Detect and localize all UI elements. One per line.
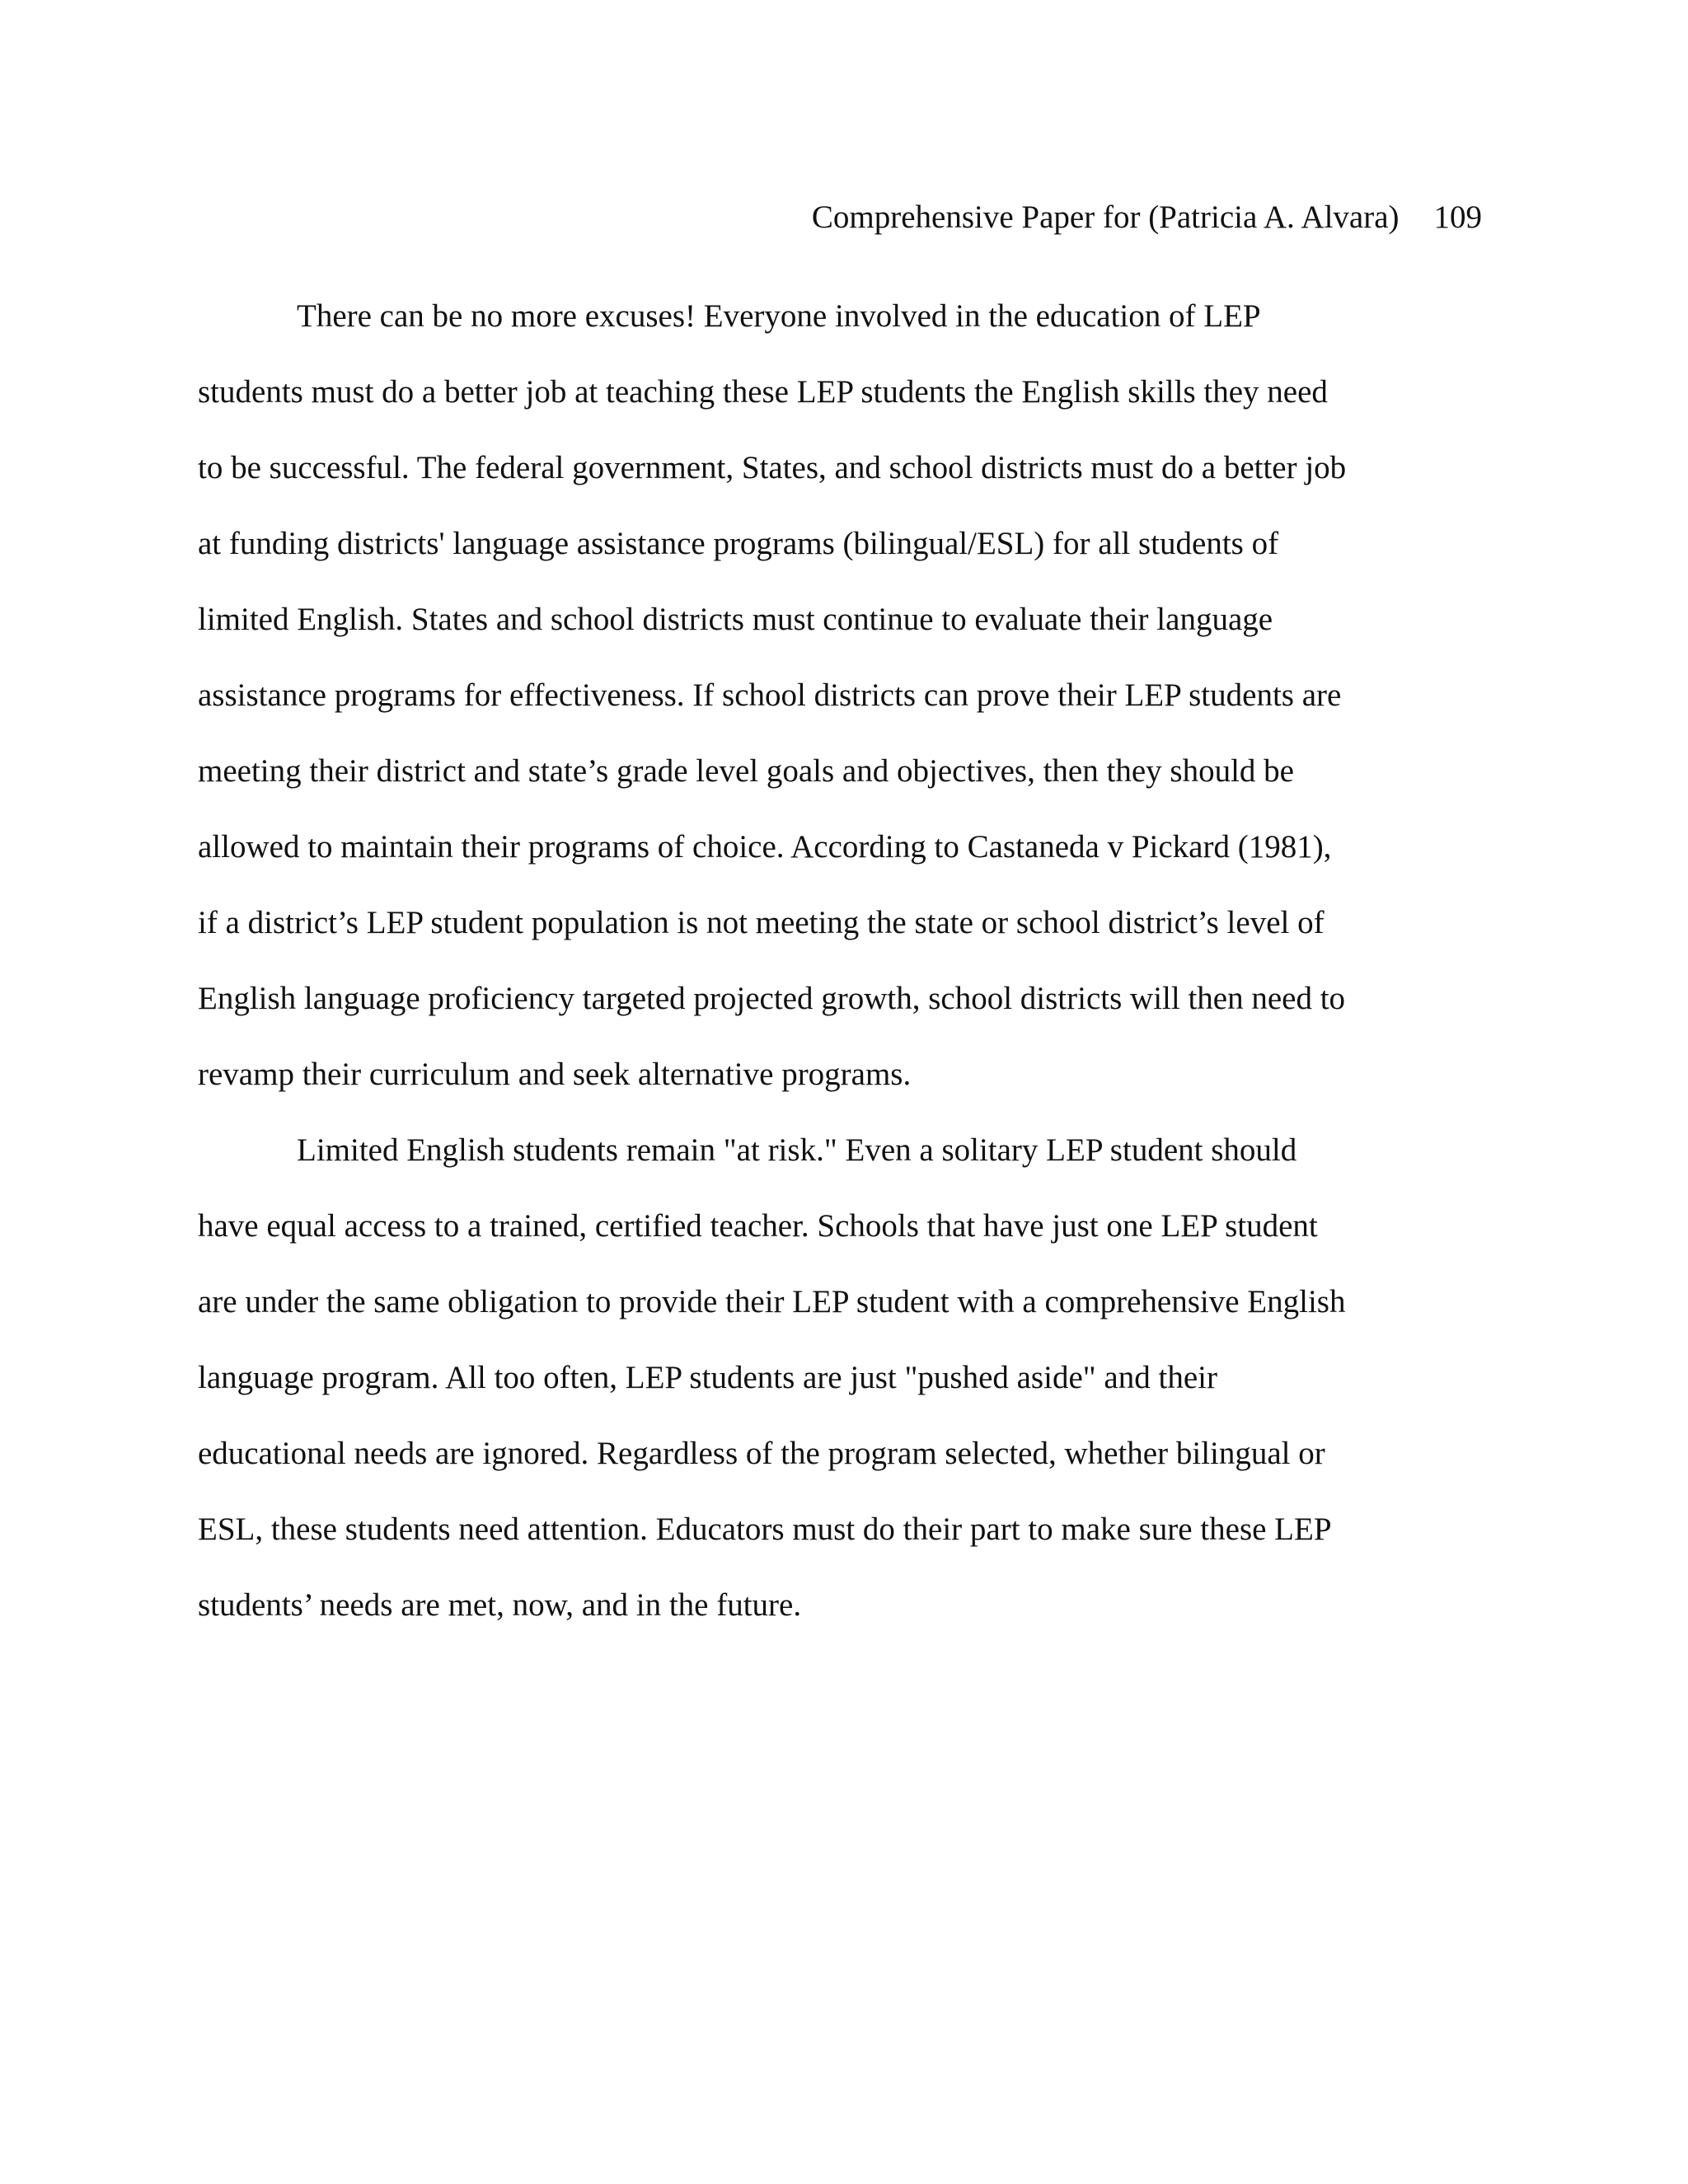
paragraph-line: revamp their curriculum and seek alternative programs. (198, 1057, 912, 1092)
paragraph-line: students must do a better job at teaching these LEP students the English skills they need (198, 374, 1328, 410)
paragraph-line: at funding districts' language assistance programs (bilingual/ESL) for all students of (198, 526, 1279, 561)
running-head (812, 196, 1482, 239)
paragraph-2 (198, 1129, 1434, 1660)
paragraph-line: assistance programs for effectiveness. If school districts can prove their LEP students are (198, 677, 1342, 713)
paragraph-line: are under the same obligation to provide their LEP student with a comprehensive English (198, 1284, 1346, 1319)
paragraph-line: allowed to maintain their programs of choice. According to Castaneda v Pickard (1981), (198, 829, 1332, 865)
paragraph-line: There can be no more excuses! Everyone involved in the education of LEP (297, 298, 1261, 334)
running-head-title: Comprehensive Paper for (Patricia A. Alvara) (811, 199, 1400, 235)
paragraph-line: have equal access to a trained, certified teacher. Schools that have just one LEP student (198, 1208, 1318, 1244)
paragraph-line: ESL, these students need attention. Educators must do their part to make sure these LEP (198, 1511, 1332, 1547)
paragraph-line: language program. All too often, LEP students are just "pushed aside" and their (198, 1360, 1217, 1395)
paragraph-line: if a district’s LEP student population is not meeting the state or school district’s level of (198, 905, 1325, 940)
paragraph-1 (198, 295, 1434, 1129)
paragraph-line: educational needs are ignored. Regardless of the program selected, whether bilingual or (198, 1436, 1325, 1471)
paragraph-line: to be successful. The federal government, States, and school districts must do a better job (198, 450, 1347, 485)
paragraph-line: Limited English students remain "at risk." Even a solitary LEP student should (297, 1132, 1297, 1168)
paragraph-line: limited English. States and school districts must continue to evaluate their language (198, 602, 1273, 637)
page-number: 109 (1433, 199, 1482, 235)
paragraph-line: English language proficiency targeted projected growth, school districts will then need to (198, 981, 1346, 1016)
body-text (198, 295, 1434, 1660)
paragraph-line: meeting their district and state’s grade level goals and objectives, then they should be (198, 753, 1294, 789)
paragraph-line: students’ needs are met, now, and in the future. (198, 1587, 802, 1623)
